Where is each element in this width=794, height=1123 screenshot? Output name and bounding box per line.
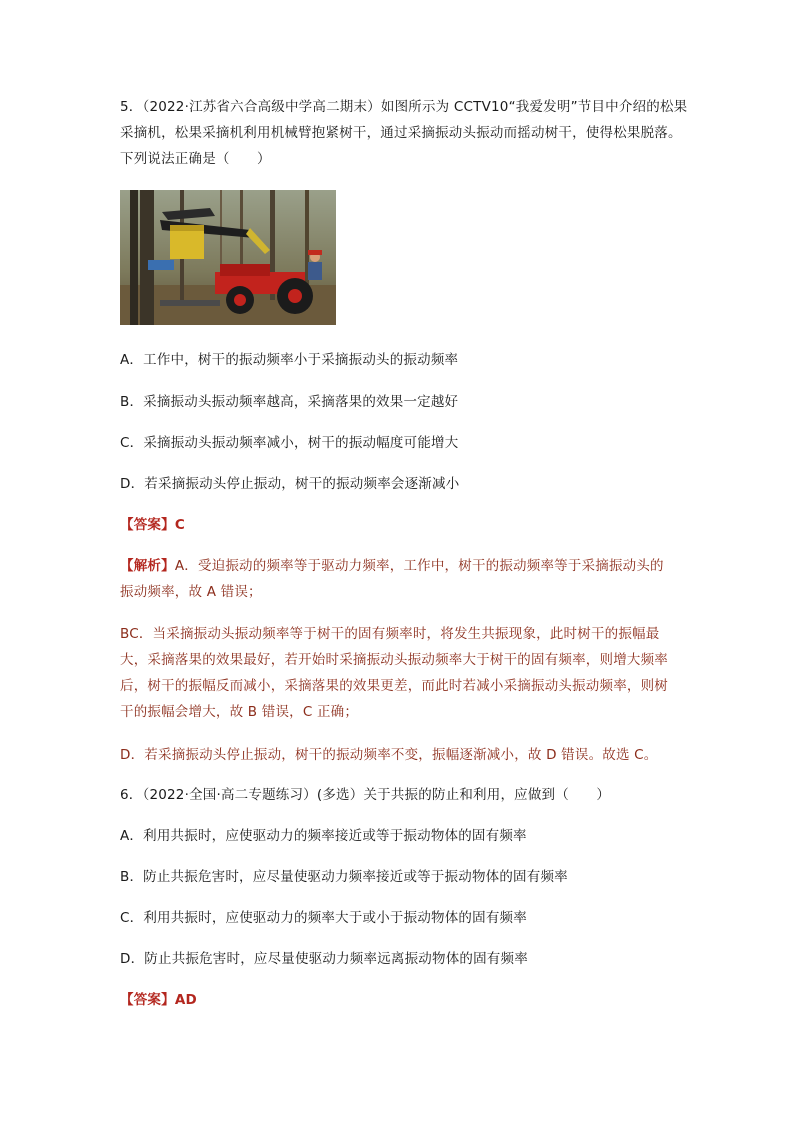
pine-cone-harvester-photo [120,190,336,325]
q5-answer [120,513,185,533]
answer-label: 【答案】 [120,517,175,533]
q5-analysis-line [120,554,664,574]
q6-option-c: C．利用共振时，应使驱动力的频率大于或小于振动物体的固有频率 [120,910,527,926]
q5-analysis-line: 干的振幅会增大，故 B 错误，C 正确； [120,704,359,720]
answer-label: 【答案】 [120,992,175,1008]
q6-option-b: B．防止共振危害时，应尽量使驱动力频率接近或等于振动物体的固有频率 [120,869,568,885]
stem-line: 5．（2022·江苏省六合高级中学高二期末）如图所示为 CCTV10“我爱发明”节目中介绍的松果 [120,99,688,115]
q5-analysis-line: BC．当采摘振动头振动频率等于树干的固有频率时，将发生共振现象，此时树干的振幅最 [120,626,660,642]
q5-analysis-line: 后，树干的振幅反而减小，采摘落果的效果更差，而此时若减小采摘振动头振动频率，则树 [120,678,668,694]
q5-analysis-line: 大，采摘落果的效果最好，若开始时采摘振动头振动频率大于树干的固有频率，则增大频率 [120,652,668,668]
q6-option-a: A．利用共振时，应使驱动力的频率接近或等于振动物体的固有频率 [120,828,527,844]
stem-line: 采摘机，松果采摘机利用机械臂抱紧树干，通过采摘振动头振动而摇动树干，使得松果脱落。 [120,125,682,141]
q5-option-d: D．若采摘振动头停止振动，树干的振动频率会逐渐减小 [120,476,460,492]
q6-answer [120,988,197,1008]
q6-option-d: D．防止共振危害时，应尽量使驱动力频率远离振动物体的固有频率 [120,951,528,967]
answer-value: AD [174,992,197,1008]
q5-option-a: A．工作中，树干的振动频率小于采摘振动头的振动频率 [120,352,459,368]
answer-value: C [174,517,185,533]
q5-option-b: B．采摘振动头振动频率越高，采摘落果的效果一定越好 [120,394,459,410]
q5-analysis-line: D．若采摘振动头停止振动，树干的振动频率不变，振幅逐渐减小，故 D 错误。故选 C。 [120,747,658,763]
q5-analysis-line: 振动频率，故 A 错误； [120,584,262,600]
analysis-label: 【解析】 [120,558,175,574]
stem-line: 下列说法正确是（ ） [120,151,271,167]
analysis-text: A．受迫振动的频率等于驱动力频率，工作中，树干的振动频率等于采摘振动头的 [174,558,664,574]
q5-option-c: C．采摘振动头振动频率减小，树干的振动幅度可能增大 [120,435,459,451]
question-6-stem: 6．（2022·全国·高二专题练习）(多选）关于共振的防止和利用，应做到（ ） [120,787,611,803]
question-5-stem [120,94,688,172]
